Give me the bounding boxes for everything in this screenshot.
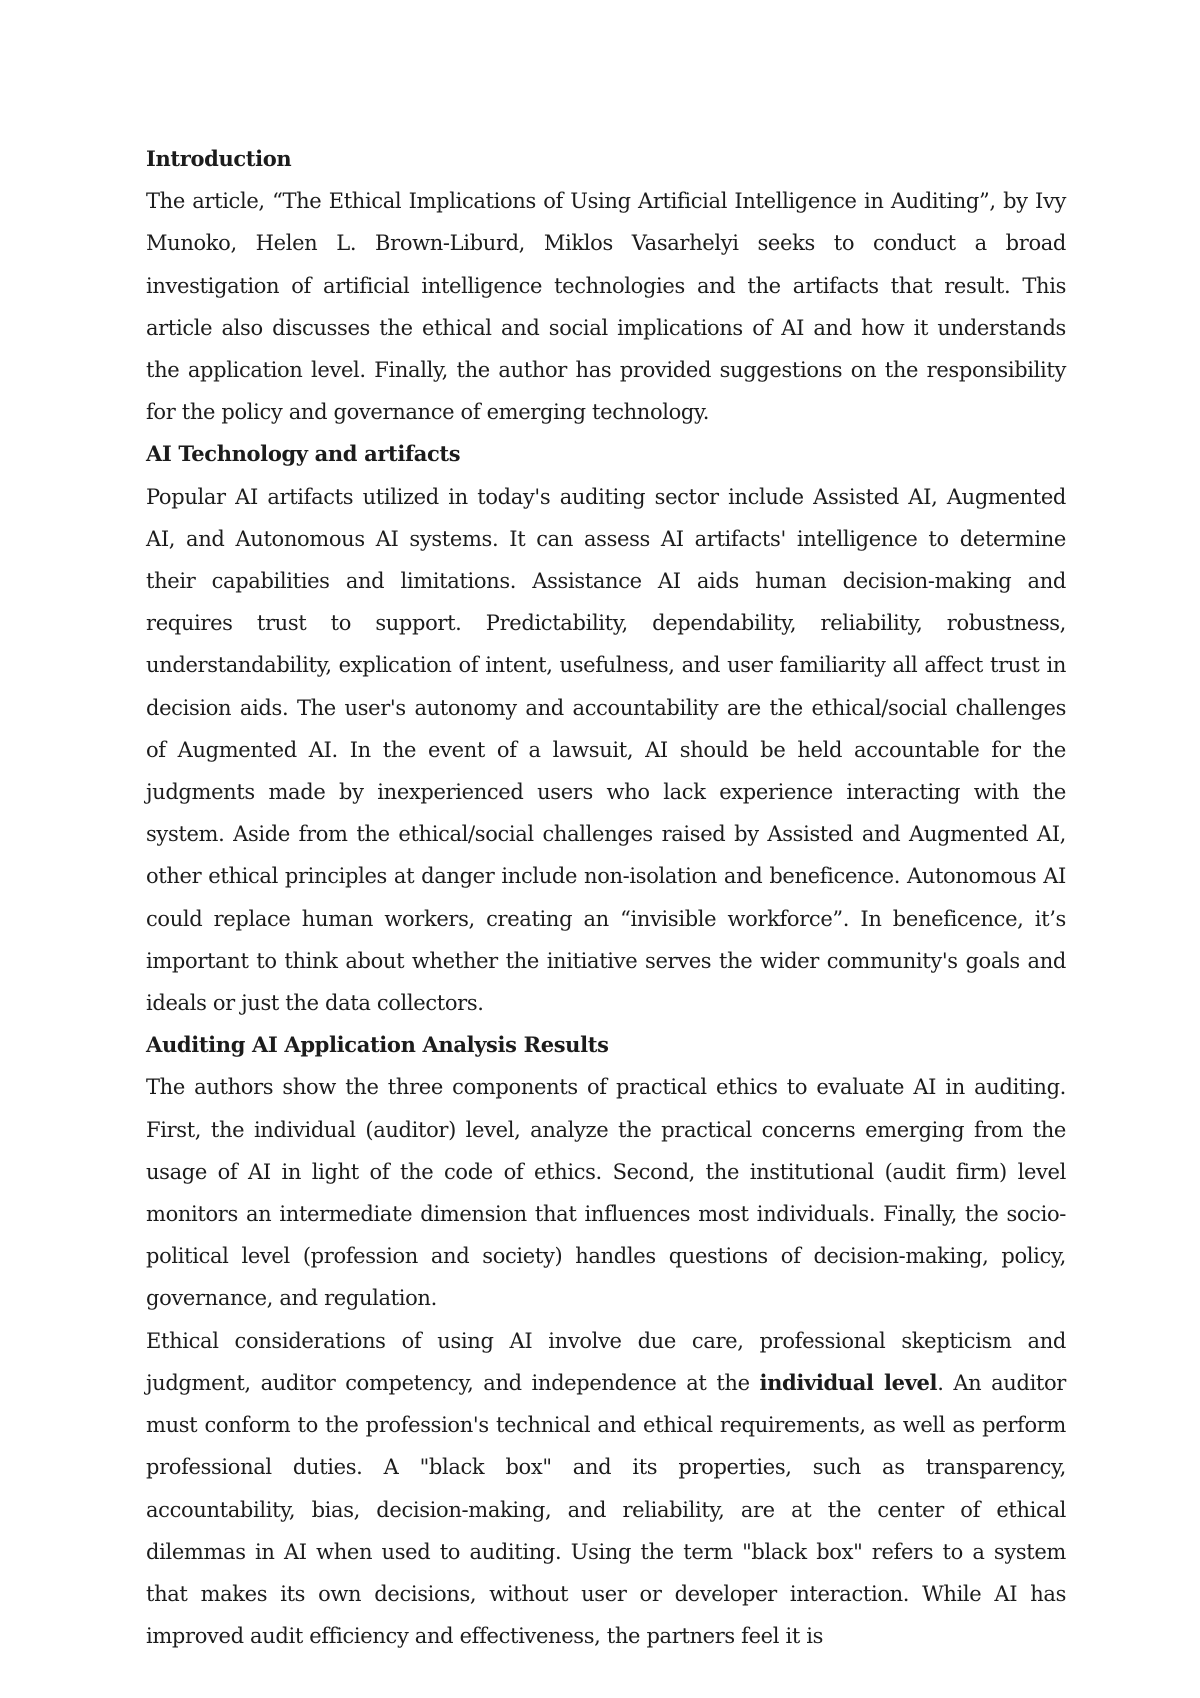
- bold-individual-level: individual level: [759, 1369, 938, 1395]
- heading-ai-technology: AI Technology and artifacts: [146, 441, 461, 467]
- heading-introduction: Introduction: [146, 146, 292, 171]
- paragraph-ai-technology: Popular AI artifacts utilized in today's auditing sector include Assisted AI, Augmented AI, and Autonomous AI systems. It can assess AI artifacts' intelligence to determine their capabilities and limitations. Assistance AI aids human decision-making and requires trust to support. Predictability, dependability, reliability, robustness, understandability, explication of intent, usefulness, and user familiarity all affect trust in decision aids. The user's autonomy and accountability are the ethical/social challenges of Augmented AI. In the event of a lawsuit, AI should be held accountable for the judgments made by inexperienced users who lack experience interacting with the system. Aside from the ethical/social challenges raised by Assisted and Augmented AI, other ethical principles at danger include non-isolation and beneficence. Autonomous AI could replace human workers, creating an “invisible workforce”. In beneficence, it’s important to think about whether the initiative serves the wider community's goals and ideals or just the data collectors.: [146, 484, 1066, 1016]
- paragraph-auditing-analysis: The authors show the three components of practical ethics to evaluate AI in auditing. First, the individual (auditor) level, analyze the practical concerns emerging from the usage of AI in light of the code of ethics. Second, the institutional (audit firm) level monitors an intermediate dimension that influences most individuals. Finally, the socio-political level (profession and society) handles questions of decision-making, policy, governance, and regulation.: [146, 1075, 1066, 1311]
- paragraph-ethical-considerations: [146, 1320, 1066, 1658]
- heading-auditing-analysis: Auditing AI Application Analysis Results: [146, 1032, 609, 1058]
- paragraph-introduction: The article, “The Ethical Implications of Using Artificial Intelligence in Auditing”, by Ivy Munoko, Helen L. Brown-Liburd, Miklos Vasarhelyi seeks to conduct a broad investigation of artificial intelligence technologies and the artifacts that result. This article also discusses the ethical and social implications of AI and how it understands the application level. Finally, the author has provided suggestions on the responsibility for the policy and governance of emerging technology.: [146, 189, 1066, 425]
- document-page: [146, 138, 1066, 1657]
- ethical-text-after: . An auditor must conform to the profession's technical and ethical requirements, as well as perform professional duties. A "black box" and its properties, such as transparency, accountability, bias, decision-making, and reliability, are at the center of ethical dilemmas in AI when used to auditing. Using the term "black box" refers to a system that makes its own decisions, without user or developer interaction. While AI has improved audit efficiency and effectiveness, the partners feel it is: [146, 1370, 1067, 1649]
- ethical-text-before: Ethical considerations of using AI involve due care, professional skepticism and judgment, auditor competency, and independence at the: [146, 1328, 1066, 1395]
